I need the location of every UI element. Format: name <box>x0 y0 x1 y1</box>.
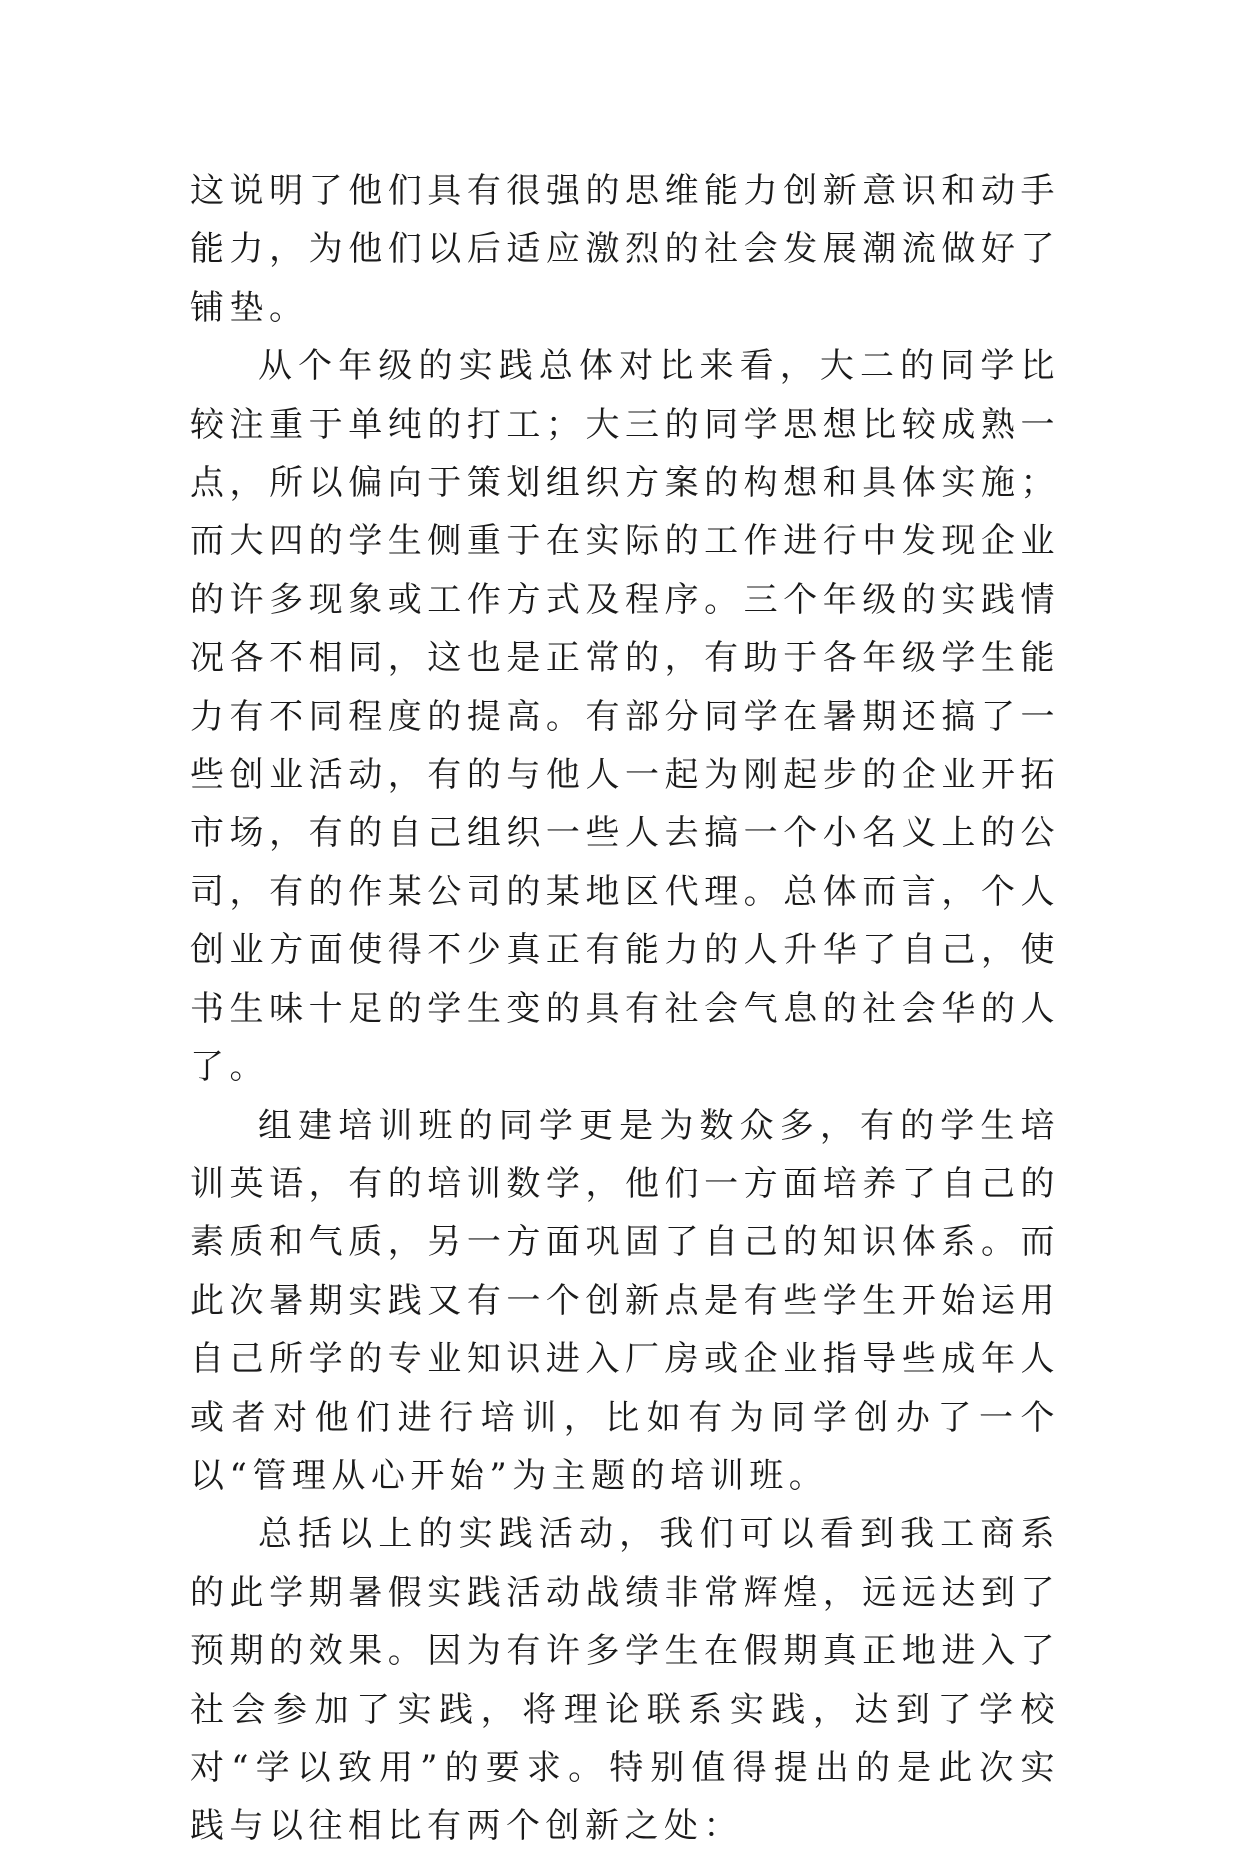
paragraph-continued: 这说明了他们具有很强的思维能力创新意识和动手能力，为他们以后适应激烈的社会发展潮流做好了铺垫。 <box>190 171 1060 328</box>
paragraph-grade-comparison: 从个年级的实践总体对比来看，大二的同学比较注重于单纯的打工；大三的同学思想比较成熟一点，所以偏向于策划组织方案的构想和具体实施；而大四的学生侧重于在实际的工作进行中发现企业的许多现象或工作方式及程序。三个年级的实践情况各不相同，这也是正常的，有助于各年级学生能力有不同程度的提高。有部分同学在暑期还搞了一些创业活动，有的与他人一起为刚起步的企业开拓市场，有的自己组织一些人去搞一个小名义上的公司，有的作某公司的某地区代理。总体而言，个人创业方面使得不少真正有能力的人升华了自己，使书生味十足的学生变的具有社会气息的社会华的人了。 <box>190 346 1060 1088</box>
paragraph-summary: 总括以上的实践活动，我们可以看到我工商系的此学期暑假实践活动战绩非常辉煌，远远达到了预期的效果。因为有许多学生在假期真正地进入了社会参加了实践，将理论联系实践，达到了学校对“学以致用”的要求。特别值得提出的是此次实践与以往相比有两个创新之处： <box>190 1514 1060 1847</box>
paragraph-training-classes: 组建培训班的同学更是为数众多，有的学生培训英语，有的培训数学，他们一方面培养了自己的素质和气质，另一方面巩固了自己的知识体系。而此次暑期实践又有一个创新点是有些学生开始运用自己所学的专业知识进入厂房或企业指导些成年人或者对他们进行培训，比如有为同学创办了一个以“管理从心开始”为主题的培训班。 <box>190 1105 1060 1496</box>
document-body <box>190 162 1060 1856</box>
